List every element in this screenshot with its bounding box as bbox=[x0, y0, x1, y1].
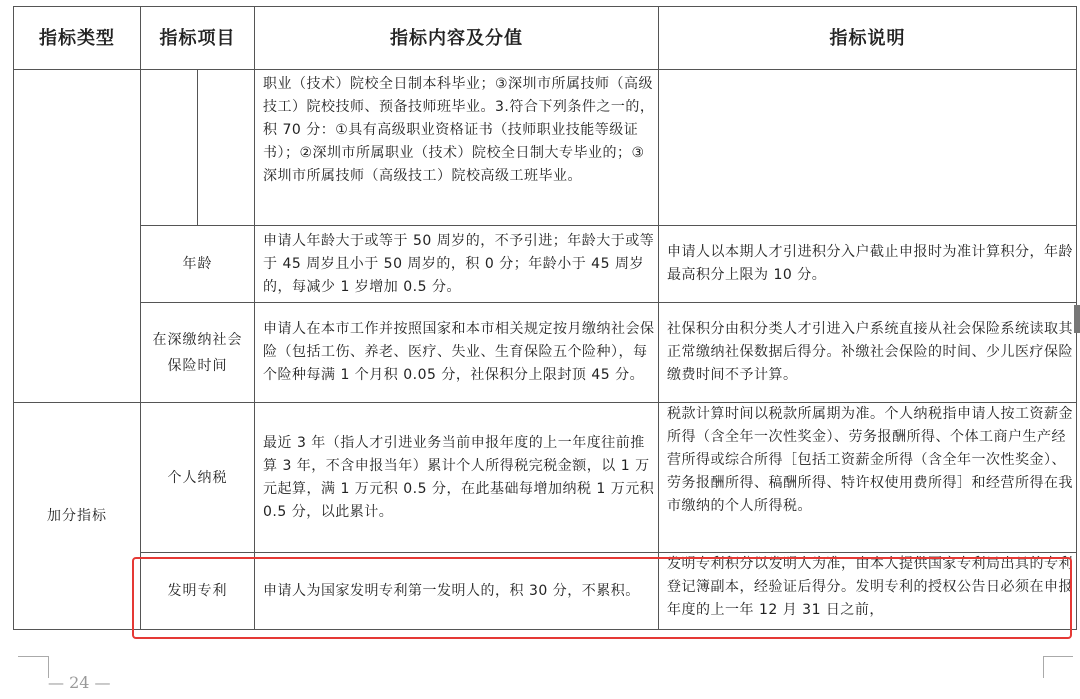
header-note: 指标说明 bbox=[659, 7, 1077, 70]
scroll-edge-marker bbox=[1074, 305, 1080, 333]
inner-divider bbox=[141, 70, 198, 225]
item-cell: 发明专利 bbox=[141, 553, 255, 630]
crop-mark bbox=[18, 656, 48, 657]
content-text: 申请人为国家发明专利第一发明人的，积 30 分，不累积。 bbox=[263, 582, 640, 599]
header-item: 指标项目 bbox=[141, 7, 255, 70]
content-text: 申请人在本市工作并按照国家和本市相关规定按月缴纳社会保险（包括工伤、养老、医疗、失业、生育保险五个险种），每个险种每满 1 个月积 0.05 分，社保积分上限封顶 45 分。 bbox=[263, 321, 655, 383]
crop-mark bbox=[18, 656, 49, 678]
content-cell bbox=[255, 553, 659, 630]
note-text: 税款计算时间以税款所属期为准。个人纳税指申请人按工资薪金所得（含全年一次性奖金）、劳务报酬所得、个体工商户生产经营所得或综合所得［包括工资薪金所得（含全年一次性奖金）、劳务报酬所得、稿酬所得、特许权使用费所得］和经营所得在我市缴纳的个人所得税。 bbox=[667, 406, 1073, 514]
content-cell bbox=[255, 303, 659, 403]
note-cell bbox=[659, 403, 1077, 553]
page-number: — 24 — bbox=[48, 673, 111, 692]
note-text: 申请人以本期人才引进积分入户截止申报时为准计算积分，年龄最高积分上限为 10 分。 bbox=[667, 244, 1073, 283]
content-text: 申请人年龄大于或等于 50 周岁的，不予引进；年龄大于或等于 45 周岁且小于 50 周岁的，积 0 分；年龄小于 45 周岁的，每减少 1 岁增加 0.5 分。 bbox=[263, 232, 655, 295]
table-row bbox=[14, 70, 1077, 226]
table-header-row bbox=[14, 7, 1077, 70]
content-cell bbox=[255, 70, 659, 226]
content-cell bbox=[255, 403, 659, 553]
item-cell: 在深缴纳社会保险时间 bbox=[141, 303, 255, 403]
content-text: 职业（技术）院校全日制本科毕业；③深圳市所属技师（高级技工）院校技师、预备技师班毕业。3.符合下列条件之一的，积 70 分：①具有高级职业资格证书（技师职业技能等级证书）；②深圳市所属职业（技术）院校全日制大专毕业的；③深圳市所属技师（高级技工）院校高级工班毕业。 bbox=[263, 76, 655, 184]
note-cell bbox=[659, 226, 1077, 303]
table-row bbox=[14, 226, 1077, 303]
item-cell: 年龄 bbox=[141, 226, 255, 303]
note-text: 发明专利积分以发明人为准，由本人提供国家专利局出具的专利登记簿副本，经验证后得分。发明专利的授权公告日必须在申报年度的上一年 12 月 31 日之前， bbox=[667, 556, 1073, 618]
table-row bbox=[14, 403, 1077, 553]
indicator-table bbox=[13, 6, 1077, 630]
crop-mark bbox=[1043, 656, 1074, 678]
note-cell bbox=[659, 553, 1077, 630]
header-type: 指标类型 bbox=[14, 7, 141, 70]
table-row bbox=[14, 553, 1077, 630]
note-clip bbox=[667, 553, 1076, 628]
item-cell-blank bbox=[141, 70, 255, 226]
note-text: 社保积分由积分类人才引进入户系统直接从社会保险系统读取其正常缴纳社保数据后得分。补缴社会保险的时间、少儿医疗保险缴费时间不予计算。 bbox=[667, 321, 1073, 383]
content-text: 最近 3 年（指人才引进业务当前申报年度的上一年度往前推算 3 年，不含申报当年）累计个人所得税完税金额，以 1 万元起算，满 1 万元积 0.5 分，在此基础每增加纳税 1 万元积 0.5 分，以此累计。 bbox=[263, 434, 655, 520]
note-cell bbox=[659, 70, 1077, 226]
note-cell bbox=[659, 303, 1077, 403]
table-row bbox=[14, 303, 1077, 403]
content-cell bbox=[255, 226, 659, 303]
item-cell: 个人纳税 bbox=[141, 403, 255, 553]
crop-mark bbox=[1043, 656, 1073, 657]
header-content: 指标内容及分值 bbox=[255, 7, 659, 70]
type-cell-blank bbox=[14, 70, 141, 403]
note-clip bbox=[667, 403, 1076, 551]
type-cell: 加分指标 bbox=[14, 403, 141, 630]
